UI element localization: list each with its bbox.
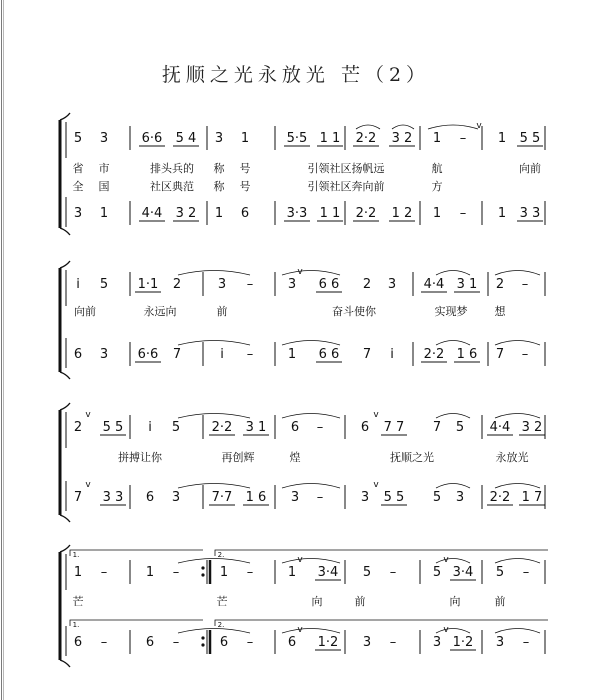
lyric-line-1: 引领社区扬帆远 <box>307 162 385 175</box>
tie-arc <box>495 414 540 419</box>
note-top: 1 <box>145 565 155 580</box>
note-top: 5 5 <box>102 420 124 435</box>
note-bottom: 6 <box>240 206 250 221</box>
lyric-line-1: 向前 <box>519 162 541 175</box>
note-top: 5 4 <box>175 131 197 146</box>
volta-bracket-2 <box>215 550 548 556</box>
breath-mark: v <box>297 555 303 565</box>
note-bottom: – <box>316 490 324 505</box>
note-top: 5 <box>455 420 465 435</box>
note-bottom: 7 <box>362 347 372 362</box>
note-bottom: 1 1 <box>319 206 341 221</box>
lyric-line-1: 煌 <box>289 451 301 464</box>
bracket-hook <box>60 403 70 410</box>
note-top: 7 <box>432 420 442 435</box>
note-bottom: 1 <box>497 206 507 221</box>
note-bottom: 1 7 <box>521 490 543 505</box>
note-bottom: 5 5 <box>383 490 405 505</box>
note-top: 4·4 <box>489 420 511 435</box>
note-top: 1·1 <box>137 277 159 292</box>
note-bottom: 1·2 <box>317 635 339 650</box>
lyric-line-1: 抚顺之光 <box>390 451 434 464</box>
note-bottom: 2·2 <box>423 347 445 362</box>
note-top: 5 <box>495 565 505 580</box>
note-bottom: 1·2 <box>452 635 474 650</box>
lyric-line-2: 称 <box>213 180 225 193</box>
note-top: 5 <box>362 565 372 580</box>
note-top: 1 1 <box>319 131 341 146</box>
bracket-hook <box>60 261 70 268</box>
note-top: 1 <box>73 565 83 580</box>
volta-number-1: 1. <box>72 551 80 559</box>
bracket-hook <box>60 545 70 552</box>
note-top: i <box>148 420 152 435</box>
tie-arc <box>178 271 250 276</box>
repeat-dot <box>201 566 204 569</box>
note-bottom: 3 3 <box>519 206 541 221</box>
tie-arc <box>428 125 478 129</box>
lyric-line-1: 芒 <box>216 595 228 608</box>
note-bottom: 1 6 <box>456 347 478 362</box>
note-top: 3·4 <box>317 565 339 580</box>
note-bottom: 6 <box>287 635 297 650</box>
bracket-hook <box>60 515 70 522</box>
note-bottom: – <box>100 635 108 650</box>
volta-number-2: 2. <box>217 621 225 629</box>
note-bottom: 3 3 <box>102 490 124 505</box>
note-top: 2 <box>172 277 182 292</box>
bracket-hook <box>60 113 70 120</box>
lyric-line-1: 前 <box>354 595 366 608</box>
note-top: 6 <box>360 420 370 435</box>
note-top: 3 <box>287 277 297 292</box>
note-bottom: 1 <box>432 206 442 221</box>
note-top: 5 <box>171 420 181 435</box>
bracket-hook <box>60 372 70 379</box>
note-bottom: 6 <box>145 635 155 650</box>
note-bottom: – <box>246 347 254 362</box>
note-bottom: 3 <box>73 206 83 221</box>
tie-arc <box>356 125 380 129</box>
note-bottom: 6 <box>219 635 229 650</box>
tie-arc <box>436 341 470 346</box>
note-top: 1 <box>497 131 507 146</box>
note-bottom: 1 <box>287 347 297 362</box>
note-bottom: 6·6 <box>137 347 159 362</box>
tie-arc <box>436 271 470 276</box>
lyric-line-1: 省 <box>72 162 84 175</box>
note-top: 5·5 <box>286 131 308 146</box>
lyric-line-1: 市 <box>98 162 110 175</box>
note-bottom: 1 6 <box>245 490 267 505</box>
tie-arc <box>282 414 340 419</box>
tie-arc <box>436 629 470 634</box>
note-bottom: 1 2 <box>391 206 413 221</box>
note-bottom: 1 <box>99 206 109 221</box>
lyric-line-1: 前 <box>216 305 228 318</box>
breath-mark: v <box>373 410 379 420</box>
tie-arc <box>282 559 340 564</box>
lyric-line-1: 航 <box>431 162 443 175</box>
breath-mark: v <box>443 555 449 565</box>
note-bottom: 3 <box>432 635 442 650</box>
tie-arc <box>178 414 250 419</box>
tie-arc <box>495 271 540 276</box>
breath-mark: v <box>476 121 482 131</box>
breath-mark: v <box>85 410 91 420</box>
note-bottom: 6 <box>73 635 83 650</box>
note-top: 1 <box>432 131 442 146</box>
lyric-line-1: 前 <box>494 595 506 608</box>
note-bottom: 4·4 <box>141 206 163 221</box>
note-top: 3 <box>99 131 109 146</box>
tie-arc <box>495 629 540 634</box>
tie-arc <box>495 559 540 564</box>
note-top: 7 7 <box>383 420 405 435</box>
lyric-line-1: 向 <box>311 595 323 608</box>
breath-mark: v <box>85 480 91 490</box>
note-top: 1 <box>287 565 297 580</box>
tie-arc <box>178 559 250 564</box>
breath-mark: v <box>297 625 303 635</box>
tie-arc <box>392 125 414 129</box>
lyric-line-1: 向前 <box>74 305 96 318</box>
note-top: 4·4 <box>423 277 445 292</box>
note-bottom: – <box>521 347 529 362</box>
lyric-line-2: 方 <box>431 180 443 193</box>
lyric-line-1: 再创辉 <box>221 451 255 464</box>
note-top: 5 <box>73 131 83 146</box>
bracket-hook <box>60 660 70 667</box>
note-top: 2 <box>495 277 505 292</box>
note-top: – <box>100 565 108 580</box>
note-bottom: 3 <box>171 490 181 505</box>
note-top: 5 5 <box>519 131 541 146</box>
note-bottom: 3 <box>362 635 372 650</box>
tie-arc <box>282 484 340 489</box>
lyric-line-1: 永放光 <box>495 451 529 464</box>
lyric-line-1: 向 <box>449 595 461 608</box>
tie-arc <box>436 414 470 419</box>
note-bottom: – <box>172 635 180 650</box>
score-title: 抚顺之光永放光 芒（2） <box>161 64 431 86</box>
note-top: 2 <box>362 277 372 292</box>
lyric-line-1: 芒 <box>72 595 84 608</box>
lyric-line-1: 称 <box>213 162 225 175</box>
breath-mark: v <box>373 480 379 490</box>
note-top: – <box>246 565 254 580</box>
lyric-line-1: 排头兵的 <box>150 162 194 175</box>
tie-arc <box>178 629 250 634</box>
volta-bracket-2 <box>215 620 548 626</box>
tie-arc <box>495 341 540 346</box>
note-top: 3 2 <box>521 420 543 435</box>
note-bottom: 3 <box>455 490 465 505</box>
note-top: 3 <box>217 277 227 292</box>
note-bottom: – <box>522 635 530 650</box>
lyric-line-1: 奋斗使你 <box>332 305 376 318</box>
repeat-dot <box>201 643 204 646</box>
note-top: 3 1 <box>456 277 478 292</box>
lyric-line-1: 拼搏让你 <box>118 451 162 464</box>
tie-arc <box>495 484 540 489</box>
note-top: – <box>316 420 324 435</box>
note-top: 2·2 <box>211 420 233 435</box>
tie-arc <box>282 271 340 276</box>
tie-arc <box>282 341 340 346</box>
note-top: 6 <box>290 420 300 435</box>
repeat-dot <box>201 636 204 639</box>
tie-arc <box>282 629 340 634</box>
note-bottom: 5 <box>432 490 442 505</box>
note-bottom: i <box>390 347 394 362</box>
note-bottom: – <box>246 635 254 650</box>
tie-arc <box>178 484 250 489</box>
note-bottom: 3 <box>495 635 505 650</box>
tie-arc <box>178 341 250 346</box>
note-bottom: 7 <box>172 347 182 362</box>
lyric-line-2: 号 <box>239 180 251 193</box>
note-top: 2 <box>73 420 83 435</box>
note-bottom: 2·2 <box>489 490 511 505</box>
note-top: 2·2 <box>355 131 377 146</box>
note-bottom: 7·7 <box>211 490 233 505</box>
note-top: 3 <box>387 277 397 292</box>
note-top: 3 2 <box>391 131 413 146</box>
note-top: 3 1 <box>245 420 267 435</box>
note-bottom: 6 6 <box>318 347 340 362</box>
note-bottom: 7 <box>73 490 83 505</box>
note-bottom: 7 <box>495 347 505 362</box>
volta-bracket-1 <box>70 550 203 556</box>
note-bottom: – <box>459 206 467 221</box>
note-top: 3·4 <box>452 565 474 580</box>
note-bottom: 3 <box>99 347 109 362</box>
lyric-line-2: 国 <box>98 180 110 193</box>
tie-arc <box>436 559 470 564</box>
note-bottom: 2·2 <box>355 206 377 221</box>
lyric-line-2: 引领社区奔向前 <box>307 180 385 193</box>
note-top: – <box>521 277 529 292</box>
note-top: – <box>459 131 467 146</box>
note-top: 6·6 <box>141 131 163 146</box>
lyric-line-1: 想 <box>494 305 506 318</box>
breath-mark: v <box>297 267 303 277</box>
tie-arc <box>436 484 470 489</box>
note-top: i <box>76 277 80 292</box>
note-top: – <box>389 565 397 580</box>
lyric-line-1: 实现梦 <box>434 305 468 318</box>
repeat-dot <box>201 573 204 576</box>
note-top: 6 6 <box>318 277 340 292</box>
bracket-hook <box>60 228 70 235</box>
note-bottom: 3 <box>290 490 300 505</box>
note-top: 1 <box>240 131 250 146</box>
note-top: 1 <box>219 565 229 580</box>
note-bottom: 3 <box>360 490 370 505</box>
note-bottom: – <box>389 635 397 650</box>
note-bottom: 1 <box>214 206 224 221</box>
note-bottom: 3 2 <box>175 206 197 221</box>
note-top: – <box>246 277 254 292</box>
note-bottom: 3·3 <box>286 206 308 221</box>
note-top: – <box>172 565 180 580</box>
note-bottom: 6 <box>73 347 83 362</box>
lyric-line-2: 社区典范 <box>150 180 194 193</box>
note-top: 5 <box>432 565 442 580</box>
lyric-line-1: 号 <box>239 162 251 175</box>
note-bottom: 6 <box>145 490 155 505</box>
breath-mark: v <box>443 625 449 635</box>
note-top: – <box>522 565 530 580</box>
volta-number-1: 1. <box>72 621 80 629</box>
note-top: 5 <box>99 277 109 292</box>
note-bottom: i <box>220 347 224 362</box>
note-top: 3 <box>214 131 224 146</box>
volta-bracket-1 <box>70 620 203 626</box>
volta-number-2: 2. <box>217 551 225 559</box>
lyric-line-2: 全 <box>72 180 84 193</box>
lyric-line-1: 永远向 <box>143 305 177 318</box>
